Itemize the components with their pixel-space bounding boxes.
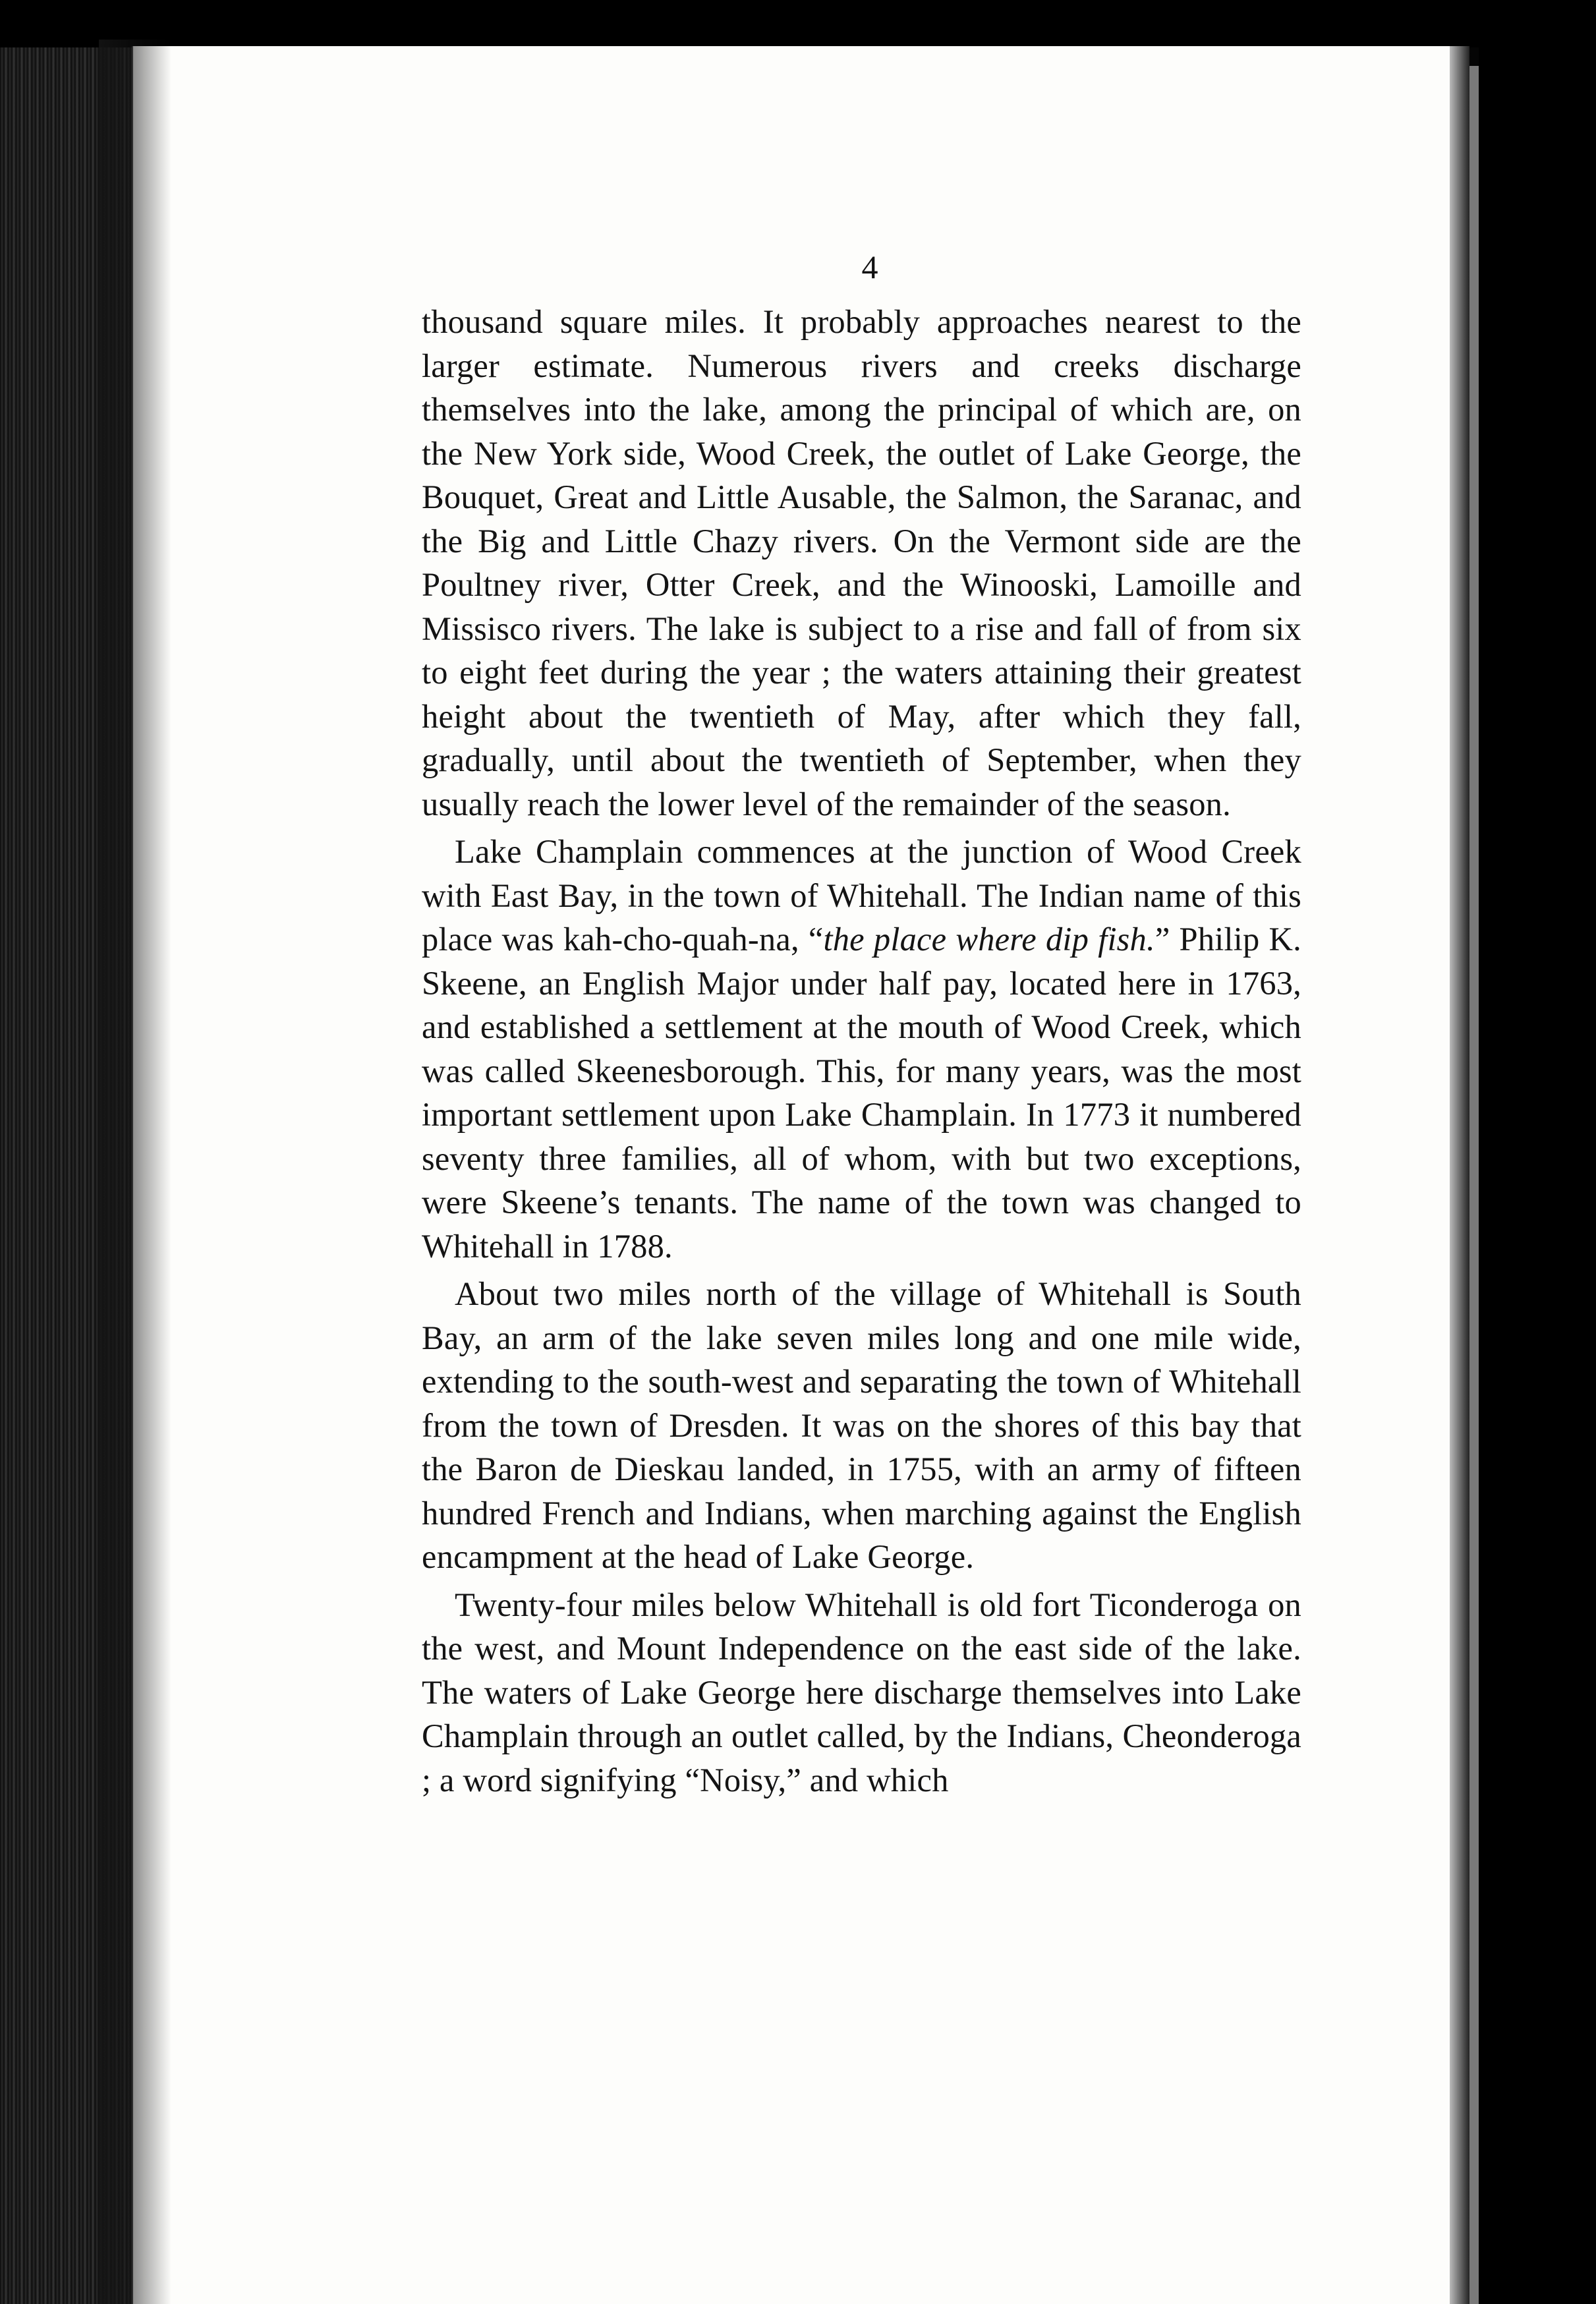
paragraph-2-text-end: ” Philip K. Skeene, an English Major under half pay, located here in 1763, and established a settlement at the mouth of Wood Creek, which was called Skeenesborough. This, for many years, was the most important settlement upon Lake Champlain. In 1773 it numbered seventy three families, all of whom, with but two exceptions, were Skeene’s tenants. The name of the town was changed to Whitehall in 1788. <box>422 921 1301 1265</box>
paragraph-2 <box>422 830 1301 1268</box>
paragraph-3: About two miles north of the village of Whitehall is South Bay, an arm of the lake seven miles long and one mile wide, extending to the south-west and separating the town of Whitehall from the town of Dresden. It was on the shores of this bay that the Baron de Dieskau landed, in 1755, with an army of fifteen hundred French and Indians, when marching against the English encampment at the head of Lake George. <box>422 1275 1301 1575</box>
gutter-shadow <box>99 40 171 2304</box>
top-scan-border <box>0 0 1596 47</box>
right-scan-border <box>1479 0 1596 2304</box>
body-text <box>422 300 1301 1802</box>
page-number: 4 <box>861 248 878 285</box>
paragraph-4: Twenty-four miles below Whitehall is old fort Ticonderoga on the west, and Mount Independence on the east side of the lake. The waters of Lake George here discharge themselves into Lake Champlain through an outlet called, by the Indians, Cheonderoga ; a word signifying “Noisy,” and which <box>422 1586 1301 1799</box>
paragraph-2-text-start: Lake Champlain commences at the junction of Wood Creek with East Bay, in the town of Whitehall. The Indian name of this place was kah-cho-quah-na, “ <box>422 833 1301 958</box>
paragraph-1: thousand square miles. It probably approaches nearest to the larger estimate. Numerous rivers and creeks discharge themselves into the lake, among the principal of which are, on the New York side, Wood Creek, the outlet of Lake George, the Bouquet, Great and Little Ausable, the Salmon, the Saranac, and the Big and Little Chazy rivers. On the Vermont side are the Poultney river, Otter Creek, and the Winooski, Lamoille and Missisco rivers. The lake is subject to a rise and fall of from six to eight feet during the year ; the waters attaining their greatest height about the twentieth of May, after which they fall, gradually, until about the twentieth of September, when they usually reach the lower level of the remainder of the season. <box>422 303 1301 822</box>
page-edge <box>1469 66 1479 2304</box>
paragraph-2-italic-quote: the place where dip fish. <box>823 921 1155 958</box>
page-edge-shadow <box>1450 46 1469 2304</box>
